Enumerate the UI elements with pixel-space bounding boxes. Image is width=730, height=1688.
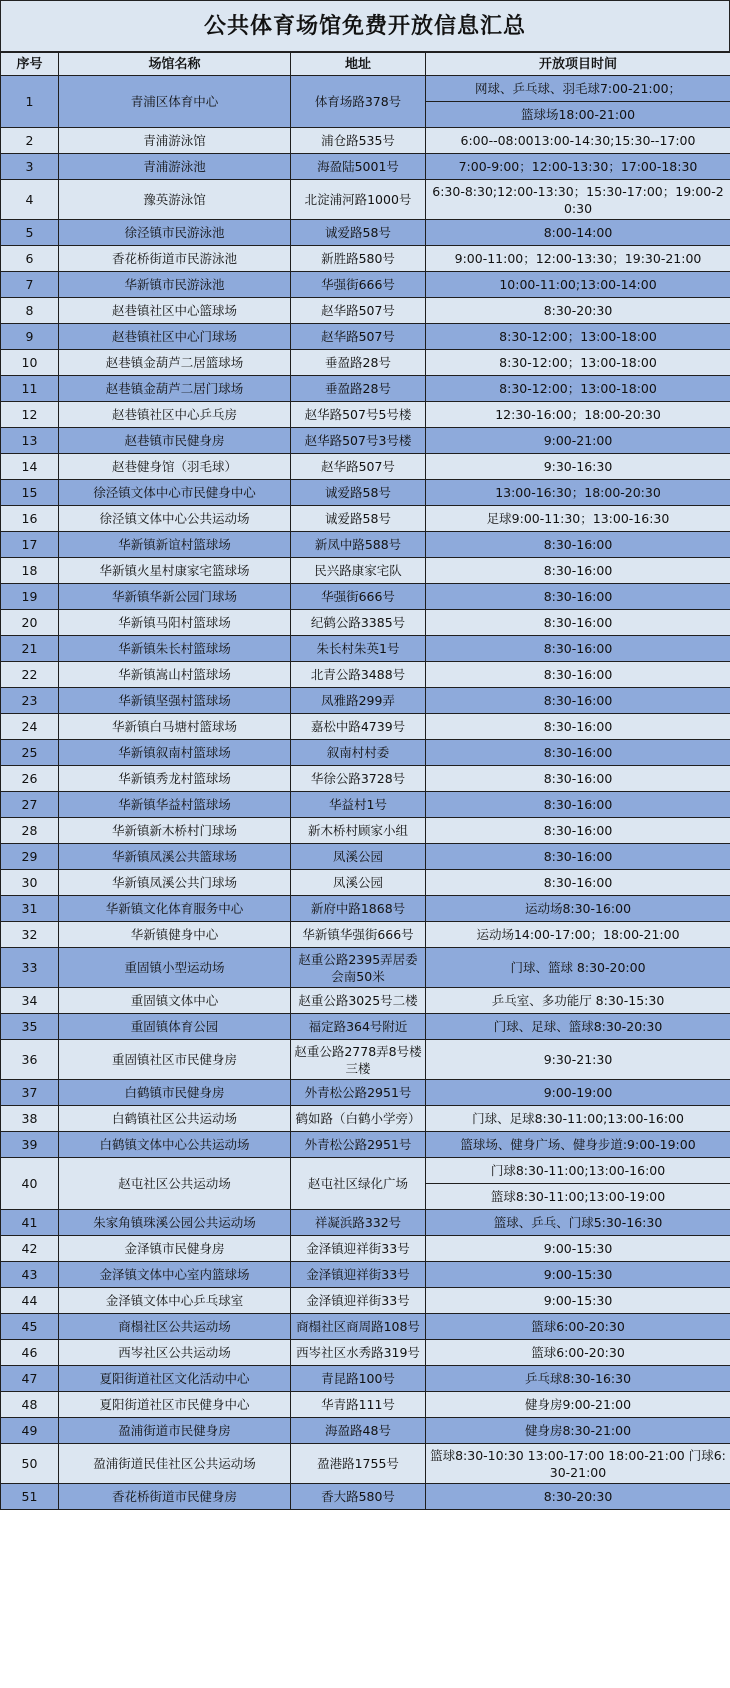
open-times: 健身房8:30-21:00 [426, 1418, 730, 1444]
venue-name: 白鹤镇市民健身房 [59, 1080, 291, 1106]
venue-name: 赵巷镇市民健身房 [59, 428, 291, 454]
row-number: 33 [1, 948, 59, 988]
row-number: 27 [1, 792, 59, 818]
table-row [1, 1080, 730, 1106]
venue-name: 徐泾镇文体中心市民健身中心 [59, 480, 291, 506]
open-times: 9:00-15:30 [426, 1236, 730, 1262]
row-number: 18 [1, 558, 59, 584]
open-times: 9:00-21:00 [426, 428, 730, 454]
venue-name: 华新镇华益村篮球场 [59, 792, 291, 818]
open-times: 篮球6:00-20:30 [426, 1340, 730, 1366]
venue-address: 华新镇华强街666号 [291, 922, 426, 948]
open-times: 9:30-21:30 [426, 1040, 730, 1080]
open-times: 足球9:00-11:30；13:00-16:30 [426, 506, 730, 532]
row-number: 15 [1, 480, 59, 506]
table-row [1, 922, 730, 948]
table-row [1, 792, 730, 818]
table-row [1, 766, 730, 792]
venue-address: 外青松公路2951号 [291, 1132, 426, 1158]
open-times: 8:30-12:00；13:00-18:00 [426, 350, 730, 376]
header-times: 开放项目时间 [426, 53, 730, 76]
row-number: 40 [1, 1158, 59, 1210]
row-number: 38 [1, 1106, 59, 1132]
open-times: 7:00-9:00；12:00-13:30；17:00-18:30 [426, 154, 730, 180]
open-times: 9:00-11:00；12:00-13:30；19:30-21:00 [426, 246, 730, 272]
table-row [1, 1444, 730, 1484]
venue-name: 华新镇坚强村篮球场 [59, 688, 291, 714]
row-number: 10 [1, 350, 59, 376]
row-number: 44 [1, 1288, 59, 1314]
table-row [1, 76, 730, 102]
open-times: 8:30-20:30 [426, 298, 730, 324]
open-times: 8:30-16:00 [426, 688, 730, 714]
table-row [1, 740, 730, 766]
open-times: 9:00-19:00 [426, 1080, 730, 1106]
table-row [1, 558, 730, 584]
venue-address: 朱长村朱英1号 [291, 636, 426, 662]
table-row [1, 454, 730, 480]
venue-address: 金泽镇迎祥街33号 [291, 1262, 426, 1288]
row-number: 12 [1, 402, 59, 428]
venue-address: 诚爱路58号 [291, 480, 426, 506]
open-times: 13:00-16:30；18:00-20:30 [426, 480, 730, 506]
open-times: 健身房9:00-21:00 [426, 1392, 730, 1418]
row-number: 45 [1, 1314, 59, 1340]
row-number: 31 [1, 896, 59, 922]
table-row [1, 1040, 730, 1080]
venue-name: 金泽镇文体中心乒乓球室 [59, 1288, 291, 1314]
venue-name: 豫英游泳馆 [59, 180, 291, 220]
venue-address: 海盈路48号 [291, 1418, 426, 1444]
venue-name: 赵巷镇社区中心篮球场 [59, 298, 291, 324]
row-number: 8 [1, 298, 59, 324]
venue-address: 嘉松中路4739号 [291, 714, 426, 740]
row-number: 6 [1, 246, 59, 272]
row-number: 3 [1, 154, 59, 180]
table-row [1, 870, 730, 896]
venue-address: 华强街666号 [291, 272, 426, 298]
venue-address: 北淀浦河路1000号 [291, 180, 426, 220]
venue-name: 赵巷镇金葫芦二居篮球场 [59, 350, 291, 376]
table-row [1, 610, 730, 636]
venue-name: 重固镇体育公园 [59, 1014, 291, 1040]
venue-name: 重固镇文体中心 [59, 988, 291, 1014]
venue-address: 西岑社区水秀路319号 [291, 1340, 426, 1366]
venue-name: 华新镇市民游泳池 [59, 272, 291, 298]
venue-address: 香大路580号 [291, 1484, 426, 1510]
venue-address: 商榻社区商周路108号 [291, 1314, 426, 1340]
venue-name: 赵巷健身馆（羽毛球） [59, 454, 291, 480]
row-number: 32 [1, 922, 59, 948]
venue-address: 华益村1号 [291, 792, 426, 818]
venue-address: 海盈陆5001号 [291, 154, 426, 180]
open-times: 12:30-16:00；18:00-20:30 [426, 402, 730, 428]
open-times: 8:30-16:00 [426, 766, 730, 792]
venue-address: 赵重公路2395弄居委会南50米 [291, 948, 426, 988]
row-number: 4 [1, 180, 59, 220]
venue-name: 华新镇朱长村篮球场 [59, 636, 291, 662]
table-row [1, 1418, 730, 1444]
open-times: 门球、足球8:30-11:00;13:00-16:00 [426, 1106, 730, 1132]
row-number: 37 [1, 1080, 59, 1106]
row-number: 13 [1, 428, 59, 454]
venue-address: 诚爱路58号 [291, 506, 426, 532]
open-times: 8:30-16:00 [426, 844, 730, 870]
table-row [1, 1106, 730, 1132]
venue-address: 赵华路507号5号楼 [291, 402, 426, 428]
open-times: 8:30-16:00 [426, 792, 730, 818]
open-times: 8:30-12:00；13:00-18:00 [426, 324, 730, 350]
venue-address: 祥凝浜路332号 [291, 1210, 426, 1236]
venue-name: 盈浦街道民佳社区公共运动场 [59, 1444, 291, 1484]
venue-address: 鹤如路（白鹤小学旁） [291, 1106, 426, 1132]
row-number: 42 [1, 1236, 59, 1262]
table-body [1, 76, 730, 1510]
row-number: 1 [1, 76, 59, 128]
venue-name: 白鹤镇社区公共运动场 [59, 1106, 291, 1132]
row-number: 20 [1, 610, 59, 636]
table-row [1, 1210, 730, 1236]
open-times: 8:30-16:00 [426, 636, 730, 662]
open-times: 运动场14:00-17:00；18:00-21:00 [426, 922, 730, 948]
venue-name: 赵巷镇金葫芦二居门球场 [59, 376, 291, 402]
venue-name: 重固镇社区市民健身房 [59, 1040, 291, 1080]
row-number: 46 [1, 1340, 59, 1366]
venue-name: 华新镇火星村康家宅篮球场 [59, 558, 291, 584]
table-row [1, 246, 730, 272]
row-number: 25 [1, 740, 59, 766]
row-number: 35 [1, 1014, 59, 1040]
open-times: 篮球场18:00-21:00 [426, 102, 730, 128]
open-times: 6:30-8:30;12:00-13:30；15:30-17:00；19:00-20:30 [426, 180, 730, 220]
open-times: 9:00-15:30 [426, 1262, 730, 1288]
row-number: 9 [1, 324, 59, 350]
row-number: 39 [1, 1132, 59, 1158]
page-title: 公共体育场馆免费开放信息汇总 [0, 0, 730, 52]
open-times: 8:30-16:00 [426, 870, 730, 896]
venue-name: 盈浦街道市民健身房 [59, 1418, 291, 1444]
table-row [1, 896, 730, 922]
header-name: 场馆名称 [59, 53, 291, 76]
row-number: 21 [1, 636, 59, 662]
table-row [1, 298, 730, 324]
venue-name: 夏阳街道社区市民健身中心 [59, 1392, 291, 1418]
table-row [1, 844, 730, 870]
table-row [1, 1340, 730, 1366]
row-number: 19 [1, 584, 59, 610]
venue-name: 华新镇新谊村篮球场 [59, 532, 291, 558]
row-number: 49 [1, 1418, 59, 1444]
row-number: 17 [1, 532, 59, 558]
table-row [1, 324, 730, 350]
venue-name: 赵巷镇社区中心乒乓房 [59, 402, 291, 428]
open-times: 8:30-16:00 [426, 818, 730, 844]
venue-address: 浦仓路535号 [291, 128, 426, 154]
venue-address: 叙南村村委 [291, 740, 426, 766]
table-row [1, 180, 730, 220]
row-number: 51 [1, 1484, 59, 1510]
venue-name: 香花桥街道市民健身房 [59, 1484, 291, 1510]
open-times: 篮球8:30-10:30 13:00-17:00 18:00-21:00 门球6:30-21:00 [426, 1444, 730, 1484]
venue-address: 垂盈路28号 [291, 350, 426, 376]
open-times: 门球8:30-11:00;13:00-16:00 [426, 1158, 730, 1184]
open-times: 运动场8:30-16:00 [426, 896, 730, 922]
open-times: 8:30-16:00 [426, 584, 730, 610]
venue-address: 凤溪公园 [291, 844, 426, 870]
venue-address: 外青松公路2951号 [291, 1080, 426, 1106]
venue-address: 新胜路580号 [291, 246, 426, 272]
row-number: 29 [1, 844, 59, 870]
venue-address: 凤溪公园 [291, 870, 426, 896]
table-row [1, 220, 730, 246]
venue-address: 赵屯社区绿化广场 [291, 1158, 426, 1210]
venue-name: 青浦区体育中心 [59, 76, 291, 128]
open-times: 乒乓室、多功能厅 8:30-15:30 [426, 988, 730, 1014]
row-number: 26 [1, 766, 59, 792]
venue-address: 新木桥村顾家小组 [291, 818, 426, 844]
open-times: 门球、篮球 8:30-20:00 [426, 948, 730, 988]
table-row [1, 376, 730, 402]
table-row [1, 1014, 730, 1040]
table-row [1, 480, 730, 506]
row-number: 7 [1, 272, 59, 298]
venue-name: 青浦游泳馆 [59, 128, 291, 154]
table-row [1, 428, 730, 454]
venue-address: 赵重公路3025号二楼 [291, 988, 426, 1014]
table-row [1, 128, 730, 154]
venue-address: 诚爱路58号 [291, 220, 426, 246]
row-number: 28 [1, 818, 59, 844]
venue-name: 华新镇嵩山村篮球场 [59, 662, 291, 688]
venue-address: 盈港路1755号 [291, 1444, 426, 1484]
open-times: 9:00-15:30 [426, 1288, 730, 1314]
table-row [1, 1288, 730, 1314]
venue-name: 重固镇小型运动场 [59, 948, 291, 988]
venue-address: 新凤中路588号 [291, 532, 426, 558]
venue-name: 华新镇马阳村篮球场 [59, 610, 291, 636]
venue-address: 体育场路378号 [291, 76, 426, 128]
table-row [1, 1392, 730, 1418]
open-times: 乒乓球8:30-16:30 [426, 1366, 730, 1392]
open-times: 9:30-16:30 [426, 454, 730, 480]
open-times: 篮球6:00-20:30 [426, 1314, 730, 1340]
table-row [1, 402, 730, 428]
venue-name: 华新镇华新公园门球场 [59, 584, 291, 610]
venue-address: 华强街666号 [291, 584, 426, 610]
venue-name: 华新镇新木桥村门球场 [59, 818, 291, 844]
venue-name: 商榻社区公共运动场 [59, 1314, 291, 1340]
table-row [1, 714, 730, 740]
open-times: 门球、足球、篮球8:30-20:30 [426, 1014, 730, 1040]
venue-table [0, 52, 730, 1510]
venue-name: 徐泾镇文体中心公共运动场 [59, 506, 291, 532]
row-number: 47 [1, 1366, 59, 1392]
table-row [1, 350, 730, 376]
venue-name: 白鹤镇文体中心公共运动场 [59, 1132, 291, 1158]
table-row [1, 818, 730, 844]
venue-address: 金泽镇迎祥街33号 [291, 1236, 426, 1262]
venue-address: 福定路364号附近 [291, 1014, 426, 1040]
venue-address: 青昆路100号 [291, 1366, 426, 1392]
row-number: 11 [1, 376, 59, 402]
venue-name: 香花桥街道市民游泳池 [59, 246, 291, 272]
row-number: 50 [1, 1444, 59, 1484]
venue-address: 新府中路1868号 [291, 896, 426, 922]
table-row [1, 1366, 730, 1392]
row-number: 14 [1, 454, 59, 480]
open-times: 篮球8:30-11:00;13:00-19:00 [426, 1184, 730, 1210]
venue-address: 华青路111号 [291, 1392, 426, 1418]
row-number: 16 [1, 506, 59, 532]
venue-name: 华新镇凤溪公共篮球场 [59, 844, 291, 870]
venue-name: 夏阳街道社区文化活动中心 [59, 1366, 291, 1392]
table-row [1, 1314, 730, 1340]
open-times: 8:30-12:00；13:00-18:00 [426, 376, 730, 402]
open-times: 网球、乒乓球、羽毛球7:00-21:00； [426, 76, 730, 102]
venue-address: 赵华路507号3号楼 [291, 428, 426, 454]
table-row [1, 1262, 730, 1288]
table-row [1, 636, 730, 662]
open-times: 8:30-20:30 [426, 1484, 730, 1510]
row-number: 5 [1, 220, 59, 246]
table-row [1, 584, 730, 610]
open-times: 篮球、乒乓、门球5:30-16:30 [426, 1210, 730, 1236]
table-row [1, 1236, 730, 1262]
open-times: 8:00-14:00 [426, 220, 730, 246]
row-number: 34 [1, 988, 59, 1014]
venue-address: 垂盈路28号 [291, 376, 426, 402]
header-no: 序号 [1, 53, 59, 76]
table-row [1, 1158, 730, 1184]
row-number: 2 [1, 128, 59, 154]
venue-address: 金泽镇迎祥街33号 [291, 1288, 426, 1314]
venue-name: 金泽镇文体中心室内篮球场 [59, 1262, 291, 1288]
row-number: 41 [1, 1210, 59, 1236]
row-number: 30 [1, 870, 59, 896]
venue-address: 纪鹤公路3385号 [291, 610, 426, 636]
venue-name: 华新镇健身中心 [59, 922, 291, 948]
row-number: 48 [1, 1392, 59, 1418]
row-number: 43 [1, 1262, 59, 1288]
venue-name: 华新镇秀龙村篮球场 [59, 766, 291, 792]
venue-address: 北青公路3488号 [291, 662, 426, 688]
row-number: 23 [1, 688, 59, 714]
venue-address: 赵华路507号 [291, 298, 426, 324]
header-row [1, 53, 730, 76]
open-times: 6:00--08:0013:00-14:30;15:30--17:00 [426, 128, 730, 154]
table-row [1, 532, 730, 558]
venue-address: 凤雅路299弄 [291, 688, 426, 714]
venue-name: 朱家角镇珠溪公园公共运动场 [59, 1210, 291, 1236]
venue-name: 赵屯社区公共运动场 [59, 1158, 291, 1210]
open-times: 8:30-16:00 [426, 610, 730, 636]
venue-name: 赵巷镇社区中心门球场 [59, 324, 291, 350]
venue-address: 华徐公路3728号 [291, 766, 426, 792]
open-times: 8:30-16:00 [426, 714, 730, 740]
open-times: 8:30-16:00 [426, 662, 730, 688]
open-times: 8:30-16:00 [426, 558, 730, 584]
open-times: 8:30-16:00 [426, 740, 730, 766]
row-number: 36 [1, 1040, 59, 1080]
open-times: 篮球场、健身广场、健身步道:9:00-19:00 [426, 1132, 730, 1158]
open-times: 8:30-16:00 [426, 532, 730, 558]
table-row [1, 662, 730, 688]
venue-name: 华新镇凤溪公共门球场 [59, 870, 291, 896]
venue-address: 赵华路507号 [291, 454, 426, 480]
open-times: 10:00-11:00;13:00-14:00 [426, 272, 730, 298]
venue-name: 金泽镇市民健身房 [59, 1236, 291, 1262]
table-row [1, 506, 730, 532]
table-row [1, 272, 730, 298]
table-row [1, 948, 730, 988]
venue-name: 徐泾镇市民游泳池 [59, 220, 291, 246]
venue-name: 西岑社区公共运动场 [59, 1340, 291, 1366]
venue-name: 华新镇文化体育服务中心 [59, 896, 291, 922]
venue-address: 赵重公路2778弄8号楼三楼 [291, 1040, 426, 1080]
venue-name: 青浦游泳池 [59, 154, 291, 180]
table-row [1, 1132, 730, 1158]
row-number: 24 [1, 714, 59, 740]
table-row [1, 688, 730, 714]
venue-name: 华新镇叙南村篮球场 [59, 740, 291, 766]
row-number: 22 [1, 662, 59, 688]
venue-address: 赵华路507号 [291, 324, 426, 350]
venue-address: 民兴路康家宅队 [291, 558, 426, 584]
table-row [1, 988, 730, 1014]
table-row [1, 154, 730, 180]
header-address: 地址 [291, 53, 426, 76]
table-row [1, 1484, 730, 1510]
venue-name: 华新镇白马塘村篮球场 [59, 714, 291, 740]
